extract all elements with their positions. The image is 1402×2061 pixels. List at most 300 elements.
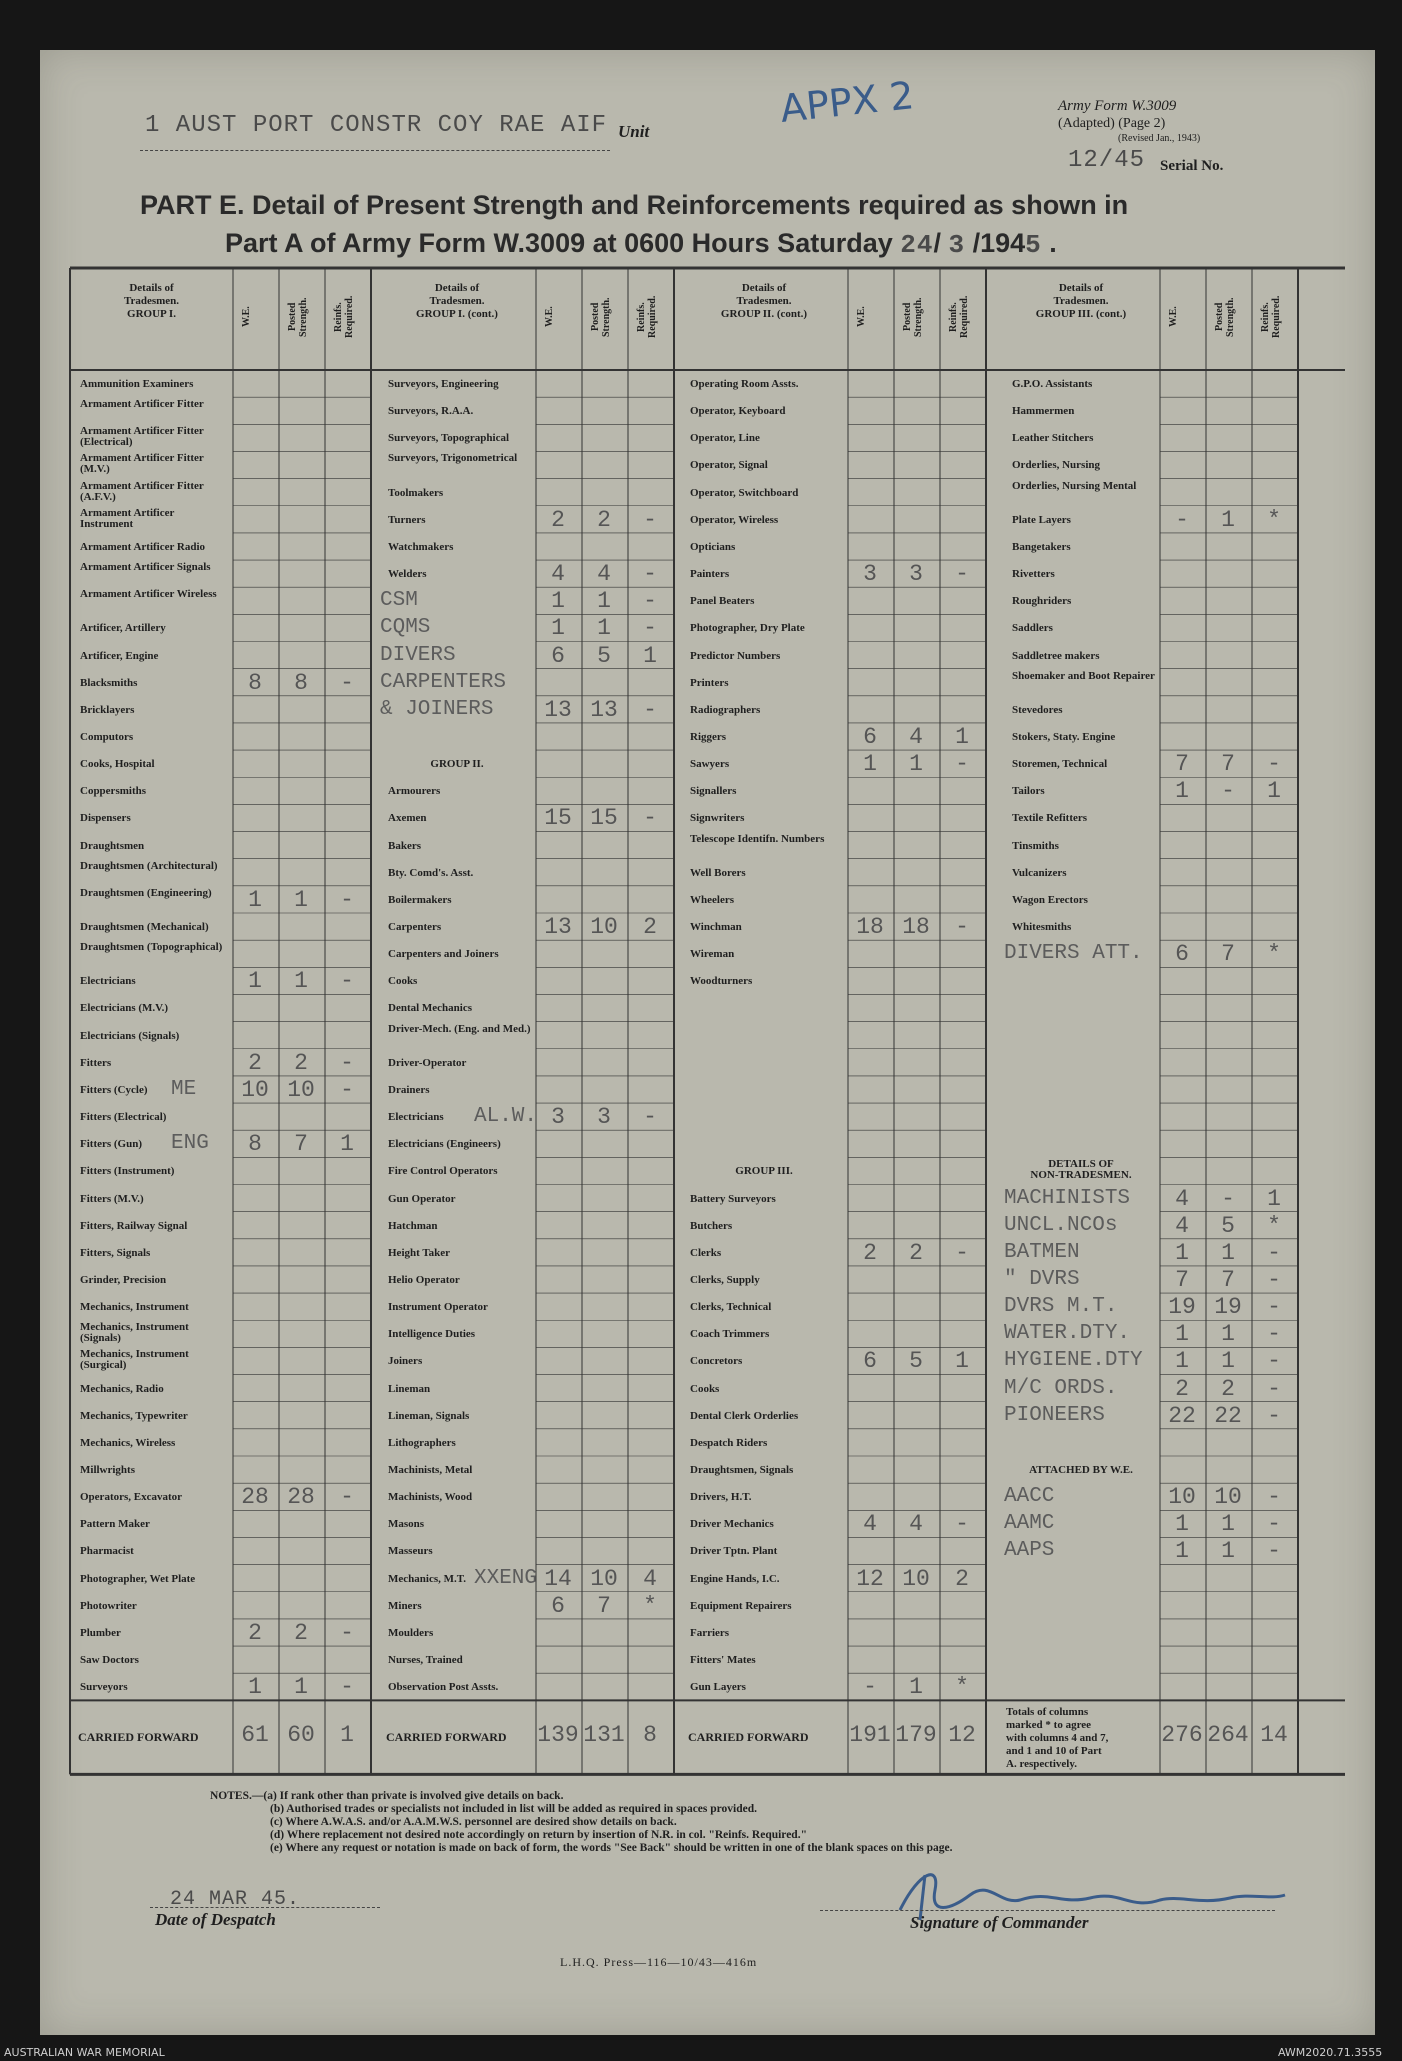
row-label: Carpenters and Joiners: [388, 948, 499, 961]
row-label: Watchmakers: [388, 540, 454, 553]
row-label: Instrument Operator: [388, 1301, 488, 1314]
cell-we: 6: [863, 723, 877, 750]
row-label: Observation Post Assts.: [388, 1681, 499, 1694]
row-label: Fitters' Mates: [690, 1654, 756, 1667]
carried-forward-reinf: 1: [340, 1722, 354, 1749]
details-header-2: Details of Tradesmen. GROUP I. (cont.): [416, 282, 498, 320]
cell-posted: 4: [597, 561, 611, 588]
row-label: Wagon Erectors: [1012, 893, 1088, 906]
cell-posted: 3: [909, 561, 923, 588]
cell-we: -: [863, 1674, 877, 1701]
cell-reinf: -: [955, 561, 969, 588]
cell-posted: 1: [909, 1674, 923, 1701]
row-label: Stokers, Staty. Engine: [1012, 730, 1116, 743]
row-label: Lithographers: [388, 1436, 456, 1449]
totals-note: Totals of columns marked * to agree with columns 4 and 7, and 1 and 10 of Part A. respectively.: [1006, 1706, 1109, 1771]
cell-posted: 5: [909, 1348, 923, 1375]
cell-posted: 10: [287, 1076, 315, 1103]
cell-posted: 7: [1221, 751, 1235, 778]
row-label: Photowriter: [80, 1599, 137, 1612]
row-label: Lineman: [388, 1382, 431, 1395]
row-label: Saddletree makers: [1012, 649, 1100, 662]
row-label: Dental Clerk Orderlies: [690, 1409, 799, 1422]
cell-posted: 1: [597, 588, 611, 615]
cell-posted: 2: [1221, 1375, 1235, 1402]
row-label: Armament Artificer Fitter (Electrical): [80, 425, 204, 449]
cell-reinf: -: [1267, 751, 1281, 778]
cell-reinf: -: [643, 561, 657, 588]
cell-posted: 7: [294, 1131, 308, 1158]
cell-posted: 10: [590, 914, 618, 940]
row-label: Clerks, Technical: [690, 1301, 772, 1314]
despatch-label: Date of Despatch: [155, 1910, 276, 1929]
cell-reinf: -: [955, 751, 969, 778]
cell-we: 3: [863, 561, 877, 588]
cell-posted: 10: [902, 1565, 930, 1592]
row-label: Orderlies, Nursing Mental: [1012, 479, 1137, 492]
cell-we: 13: [544, 696, 572, 723]
row-label: Mechanics, Typewriter: [80, 1409, 188, 1422]
cell-posted: 1: [909, 751, 923, 778]
carried-forward-label: CARRIED FORWARD: [386, 1730, 507, 1745]
cell-reinf: -: [643, 696, 657, 723]
cell-reinf: -: [1267, 1239, 1281, 1266]
row-label: GROUP II.: [430, 758, 484, 771]
printer-line: L.H.Q. Press—116—10/43—416m: [560, 1955, 758, 1969]
row-label: GROUP III.: [735, 1165, 793, 1178]
cell-we: 19: [1168, 1294, 1196, 1321]
row-label: Fitters: [80, 1056, 112, 1069]
typed-row-label: CQMS: [380, 616, 431, 640]
notes-block: [210, 1790, 952, 1855]
cell-reinf: 1: [955, 1348, 969, 1375]
cell-posted: 2: [909, 1239, 923, 1266]
row-label: Clerks, Supply: [690, 1273, 760, 1286]
row-label: Electricians: [388, 1111, 444, 1124]
row-label: Operators, Excavator: [80, 1491, 183, 1504]
row-label: Surveyors, Engineering: [388, 378, 499, 390]
row-label: Textile Refitters: [1012, 812, 1088, 825]
cell-reinf: 1: [1267, 778, 1281, 805]
cell-posted: 7: [597, 1592, 611, 1619]
cell-reinf: -: [643, 506, 657, 533]
carried-forward-reinf: 8: [643, 1722, 657, 1749]
typed-row-label: AAMC: [1004, 1512, 1055, 1536]
row-label: Radiographers: [690, 703, 761, 716]
cell-reinf: -: [955, 1239, 969, 1266]
signature-label: Signature of Commander: [910, 1913, 1089, 1932]
row-label: Roughriders: [1012, 595, 1072, 608]
cell-posted: 28: [287, 1484, 315, 1511]
carried-forward-we: 191: [849, 1722, 891, 1749]
cell-posted: 1: [1221, 1538, 1235, 1565]
row-label: Operator, Signal: [690, 459, 768, 472]
carried-forward-reinf: 14: [1260, 1722, 1288, 1749]
row-label: Cooks: [690, 1382, 720, 1395]
form-number: Army Form W.3009: [1058, 98, 1177, 114]
cell-posted: -: [1221, 778, 1235, 805]
cell-we: 1: [1175, 778, 1189, 805]
row-label: Telescope Identifn. Numbers: [690, 832, 825, 845]
row-label: Bty. Comd's. Asst.: [388, 866, 474, 879]
row-label: Lineman, Signals: [388, 1409, 470, 1422]
cell-posted: 1: [1221, 506, 1235, 533]
typed-row-label: CARPENTERS: [380, 670, 507, 694]
cell-we: 12: [856, 1565, 884, 1592]
row-label: Hammermen: [1012, 405, 1075, 418]
cell-reinf: 1: [340, 1131, 354, 1158]
row-label: Fitters, Railway Signal: [80, 1219, 188, 1232]
row-label: Vulcanizers: [1012, 866, 1067, 879]
posted-header-1: Posted Strength.: [287, 297, 309, 337]
row-label: Height Taker: [388, 1246, 451, 1259]
form-revised: (Revised Jan., 1943): [1118, 133, 1201, 144]
row-label: Woodturners: [690, 975, 753, 988]
row-label: Operator, Keyboard: [690, 405, 786, 418]
row-label: Shoemaker and Boot Repairer: [1012, 669, 1155, 682]
cell-posted: 2: [294, 1049, 308, 1076]
row-label: Armament Artificer Wireless: [80, 588, 217, 601]
title-line-1: PART E. Detail of Present Strength and Reinforcements required as shown in: [140, 190, 1129, 220]
cell-we: 2: [248, 1619, 262, 1646]
cell-we: 14: [544, 1565, 572, 1592]
typed-row-label: & JOINERS: [380, 697, 494, 721]
typed-row-label: CSM: [380, 589, 418, 613]
cell-we: 4: [551, 561, 565, 588]
row-label: Surveyors: [80, 1681, 128, 1694]
row-label: G.P.O. Assistants: [1012, 378, 1093, 390]
cell-we: 1: [248, 1674, 262, 1701]
row-label: Fitters (Electrical): [80, 1111, 167, 1124]
form-adapted: (Adapted) (Page 2): [1058, 116, 1166, 131]
cell-we: 6: [551, 642, 565, 669]
cell-posted: 1: [1221, 1239, 1235, 1266]
cell-we: 1: [551, 615, 565, 642]
row-label: Fitters (M.V.): [80, 1192, 144, 1205]
row-label: Driver Mechanics: [690, 1518, 774, 1531]
row-label: ATTACHED BY W.E.: [1029, 1464, 1133, 1476]
title-prefix: Part A of Army Form W.3009 at 0600 Hours Saturday: [225, 228, 893, 258]
cell-posted: 4: [909, 1511, 923, 1538]
row-label: Draughtsmen (Topographical): [80, 941, 223, 954]
despatch-underline: [150, 1907, 380, 1908]
row-label: Artificer, Engine: [80, 649, 159, 662]
reinfs-header-4: Reinfs. Required.: [1260, 295, 1282, 339]
cell-reinf: -: [340, 1619, 354, 1646]
title-month: 3: [948, 230, 966, 260]
row-label: Bangetakers: [1012, 540, 1071, 553]
cell-reinf: -: [340, 669, 354, 696]
we-header-3: W.E.: [856, 306, 867, 328]
row-label: Butchers: [690, 1219, 733, 1232]
cell-reinf: -: [1267, 1484, 1281, 1511]
carried-forward-we: 61: [241, 1722, 269, 1749]
row-label: Surveyors, R.A.A.: [388, 405, 474, 418]
cell-reinf: 1: [955, 723, 969, 750]
row-label: Printers: [690, 676, 729, 689]
row-label: Electricians (M.V.): [80, 1002, 169, 1015]
row-label: Plumber: [80, 1626, 121, 1639]
row-label: Drivers, H.T.: [690, 1491, 752, 1504]
row-label: Axemen: [388, 812, 427, 825]
cell-we: 1: [1175, 1239, 1189, 1266]
cell-posted: -: [1221, 1185, 1235, 1212]
row-label: Armament Artificer Fitter: [80, 398, 204, 411]
row-label: Dispensers: [80, 812, 131, 825]
row-label: Winchman: [690, 921, 742, 933]
row-label: Equipment Repairers: [690, 1599, 792, 1612]
typed-row-label: BATMEN: [1004, 1240, 1080, 1264]
unit-label: Unit: [618, 122, 650, 141]
cell-we: 1: [1175, 1348, 1189, 1375]
cell-we: 2: [863, 1239, 877, 1266]
row-label: Mechanics, Wireless: [80, 1436, 176, 1449]
cell-we: 1: [248, 968, 262, 995]
row-label: Electricians (Engineers): [388, 1138, 501, 1151]
row-label: Painters: [690, 568, 730, 581]
typed-row-label: DVRS M.T.: [1004, 1295, 1118, 1319]
row-label: Dental Mechanics: [388, 1002, 473, 1015]
carried-forward-we: 139: [537, 1722, 579, 1749]
row-label: Operating Room Assts.: [690, 378, 799, 390]
cell-reinf: 1: [643, 642, 657, 669]
row-label: Operator, Wireless: [690, 513, 779, 526]
row-label: Millwrights: [80, 1464, 135, 1476]
cell-posted: 10: [1214, 1484, 1242, 1511]
cell-we: 2: [248, 1049, 262, 1076]
typed-row-label: DIVERS ATT.: [1004, 942, 1143, 966]
cell-reinf: -: [1267, 1321, 1281, 1348]
row-label: Orderlies, Nursing: [1012, 459, 1100, 472]
cell-posted: 7: [1221, 941, 1235, 968]
carried-forward-posted: 179: [895, 1722, 937, 1749]
cell-reinf: -: [643, 615, 657, 642]
we-header-1: W.E.: [241, 306, 252, 328]
cell-posted: 5: [597, 642, 611, 669]
cell-reinf: *: [955, 1674, 969, 1701]
cell-we: 18: [856, 914, 884, 940]
row-label: Fitters (Instrument): [80, 1165, 175, 1178]
title-year-suffix: 5: [1025, 230, 1042, 260]
row-label: Boilermakers: [388, 893, 452, 906]
posted-header-2: Posted Strength.: [590, 297, 612, 337]
cell-reinf: -: [643, 588, 657, 615]
cell-posted: 1: [294, 968, 308, 995]
cell-we: 1: [863, 751, 877, 778]
cell-reinf: -: [1267, 1375, 1281, 1402]
cell-we: 6: [1175, 941, 1189, 968]
cell-we: 4: [1175, 1185, 1189, 1212]
row-label: Clerks: [690, 1246, 722, 1259]
details-header-1: Details of Tradesmen. GROUP I.: [123, 282, 180, 320]
reinfs-header-3: Reinfs. Required.: [948, 295, 970, 339]
we-header-4: W.E.: [1168, 306, 1179, 328]
typed-overlay: AL.W.: [474, 1105, 538, 1129]
serial-number: 12/45: [1068, 147, 1146, 174]
row-label: Engine Hands, I.C.: [690, 1572, 780, 1585]
typed-row-label: UNCL.NCOs: [1004, 1213, 1118, 1237]
posted-header-3: Posted Strength.: [902, 297, 924, 337]
cell-we: 7: [1175, 1266, 1189, 1293]
row-label: Opticians: [690, 540, 736, 553]
row-label: Operator, Switchboard: [690, 486, 799, 499]
cell-reinf: *: [1267, 1212, 1281, 1239]
cell-we: 8: [248, 669, 262, 696]
reinfs-header-1: Reinfs. Required.: [333, 295, 355, 339]
row-label: Despatch Riders: [690, 1436, 768, 1449]
row-label: Mechanics, M.T.: [388, 1572, 467, 1585]
cell-posted: 1: [597, 615, 611, 642]
row-label: Draughtsmen (Mechanical): [80, 921, 209, 933]
cell-posted: 18: [902, 914, 930, 940]
row-label: Signallers: [690, 785, 737, 798]
cell-we: 6: [551, 1592, 565, 1619]
row-label: Armament Artificer Radio: [80, 540, 206, 553]
typed-row-label: WATER.DTY.: [1004, 1322, 1131, 1346]
cell-reinf: -: [1267, 1511, 1281, 1538]
row-label: Storemen, Technical: [1012, 758, 1108, 771]
cell-posted: 2: [597, 506, 611, 533]
typed-row-label: " DVRS: [1004, 1267, 1080, 1291]
row-label: Pharmacist: [80, 1545, 134, 1558]
cell-we: 1: [1175, 1511, 1189, 1538]
row-label: Bakers: [388, 839, 421, 852]
row-label: Electricians: [80, 975, 136, 988]
details-header-3: Details of Tradesmen. GROUP II. (cont.): [720, 282, 808, 320]
row-label: Carpenters: [388, 921, 442, 933]
row-label: Mechanics, Instrument (Surgical): [80, 1348, 189, 1372]
row-label: Computors: [80, 730, 134, 743]
posted-header-4: Posted Strength.: [1214, 297, 1236, 337]
row-label: Masons: [388, 1518, 425, 1531]
row-label: Turners: [388, 513, 426, 526]
cell-posted: 15: [590, 805, 618, 832]
row-label: Hatchman: [388, 1219, 438, 1232]
row-label: Tailors: [1012, 785, 1045, 798]
row-label: Sawyers: [690, 758, 730, 771]
cell-posted: 2: [294, 1619, 308, 1646]
cell-we: 10: [1168, 1484, 1196, 1511]
row-label: Operator, Line: [690, 432, 760, 445]
row-label: Fire Control Operators: [388, 1165, 498, 1178]
row-label: Armament Artificer Instrument: [80, 506, 175, 530]
row-label: Whitesmiths: [1012, 921, 1072, 933]
row-label: Coach Trimmers: [690, 1328, 770, 1341]
footer-institution: AUSTRALIAN WAR MEMORIAL: [4, 2046, 165, 2059]
row-label: Wireman: [690, 948, 735, 961]
row-label: Fitters (Gun): [80, 1138, 143, 1151]
row-label: Surveyors, Trigonometrical: [388, 452, 518, 465]
cell-we: 13: [544, 914, 572, 940]
title-day: 24: [900, 230, 934, 260]
cell-we: 8: [248, 1131, 262, 1158]
row-label: Mechanics, Instrument (Signals): [80, 1321, 189, 1345]
carried-forward-label: CARRIED FORWARD: [78, 1730, 199, 1745]
row-label: Grinder, Precision: [80, 1273, 167, 1286]
cell-we: 2: [551, 506, 565, 533]
carried-forward-label: CARRIED FORWARD: [688, 1730, 809, 1745]
cell-posted: 10: [590, 1565, 618, 1592]
cell-reinf: 4: [643, 1565, 657, 1592]
cell-we: 3: [551, 1104, 565, 1131]
cell-reinf: 2: [955, 1565, 969, 1592]
note-e: (e) Where any request or notation is made on back of form, the words "See Back" should be written in one of the blank spaces on this page.: [270, 1842, 953, 1854]
note-a: NOTES.—(a) If rank other than private is involved give details on back.: [210, 1790, 564, 1802]
row-label: Ammunition Examiners: [80, 378, 194, 390]
cell-reinf: -: [1267, 1402, 1281, 1429]
row-label: Armament Artificer Fitter (A.F.V.): [80, 479, 204, 503]
row-label: Gun Layers: [690, 1681, 746, 1694]
row-label: Coppersmiths: [80, 785, 147, 798]
carried-forward-posted: 60: [287, 1722, 315, 1749]
cell-posted: 1: [1221, 1511, 1235, 1538]
row-label: Signwriters: [690, 812, 745, 825]
cell-reinf: *: [643, 1592, 657, 1619]
row-label: Mechanics, Radio: [80, 1382, 164, 1395]
row-label: Bricklayers: [80, 703, 135, 716]
row-label: Photographer, Dry Plate: [690, 622, 805, 635]
row-label: Machinists, Metal: [388, 1464, 473, 1476]
cell-reinf: *: [1267, 941, 1281, 968]
row-label: Draughtsmen: [80, 839, 145, 852]
cell-reinf: -: [643, 805, 657, 832]
cell-reinf: -: [1267, 1348, 1281, 1375]
row-label: Moulders: [388, 1626, 434, 1639]
row-label: Predictor Numbers: [690, 649, 781, 662]
typed-row-label: DIVERS: [380, 643, 456, 667]
cell-reinf: 2: [643, 914, 657, 940]
row-label: Saddlers: [1012, 622, 1053, 635]
cell-posted: 7: [1221, 1266, 1235, 1293]
cell-reinf: -: [955, 1511, 969, 1538]
form-sheet: [40, 50, 1375, 2035]
row-label: Helio Operator: [388, 1273, 460, 1286]
row-label: Driver-Operator: [388, 1056, 467, 1069]
typed-row-label: MACHINISTS: [1004, 1186, 1131, 1210]
unit-name: 1 AUST PORT CONSTR COY RAE AIF: [145, 112, 608, 139]
cell-we: 4: [1175, 1212, 1189, 1239]
row-label: Armament Artificer Fitter (M.V.): [80, 452, 204, 476]
cell-we: 10: [241, 1076, 269, 1103]
row-label: Stevedores: [1012, 703, 1063, 716]
row-label: Leather Stitchers: [1012, 432, 1094, 445]
carried-forward-we: 276: [1161, 1722, 1203, 1749]
row-label: Panel Beaters: [690, 595, 755, 608]
row-label: Cooks: [388, 975, 418, 988]
row-label: Machinists, Wood: [388, 1491, 473, 1504]
cell-posted: 3: [597, 1104, 611, 1131]
cell-posted: 1: [294, 886, 308, 913]
row-label: Joiners: [388, 1355, 423, 1368]
row-label: Mechanics, Instrument: [80, 1301, 189, 1314]
cell-we: 1: [1175, 1538, 1189, 1565]
serial-label: Serial No.: [1160, 158, 1224, 174]
note-d: (d) Where replacement not desired note accordingly on return by insertion of N.R. in col. "Reinfs. Required.": [270, 1829, 807, 1841]
we-header-2: W.E.: [544, 306, 555, 328]
cell-we: 6: [863, 1348, 877, 1375]
row-label: Pattern Maker: [80, 1518, 150, 1531]
row-label: Welders: [388, 568, 427, 581]
typed-row-label: AAPS: [1004, 1539, 1055, 1563]
row-label: Miners: [388, 1599, 422, 1612]
cell-posted: 22: [1214, 1402, 1242, 1429]
cell-reinf: -: [1267, 1294, 1281, 1321]
cell-we: 7: [1175, 751, 1189, 778]
row-label: Well Borers: [690, 866, 746, 879]
cell-reinf: *: [1267, 506, 1281, 533]
cell-reinf: -: [340, 886, 354, 913]
cell-posted: 1: [1221, 1348, 1235, 1375]
